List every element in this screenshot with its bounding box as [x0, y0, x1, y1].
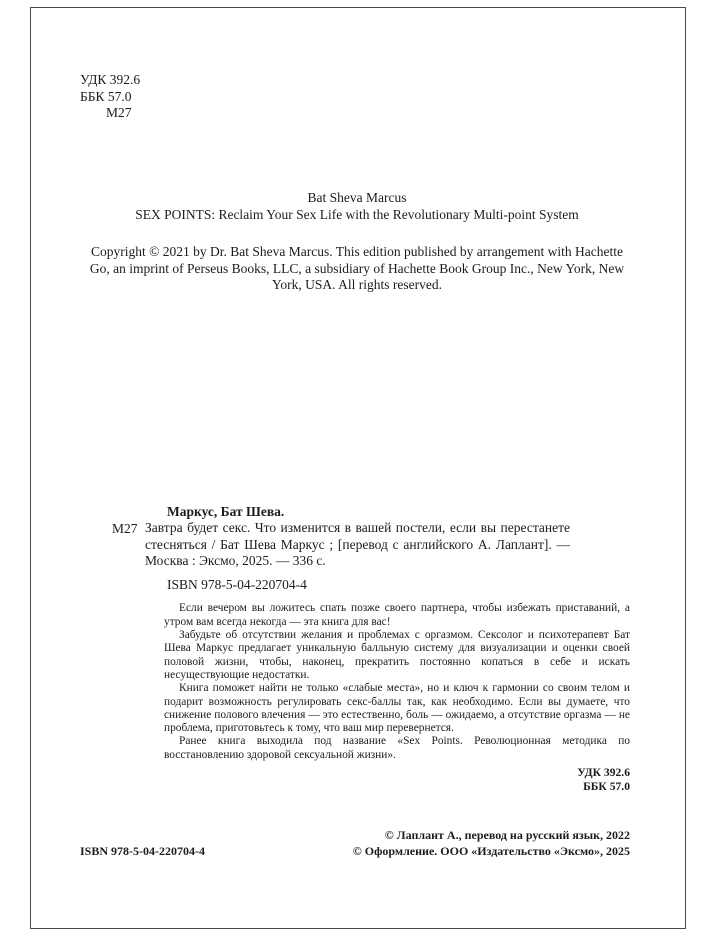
- annotation-paragraph: Забудьте об отсутствии желания и проблемах с оргазмом. Сексолог и психотерапевт Бат Шева Маркус предлагает уникальную балльную систему для визуализации и оценки своей половой жизни, чтобы, наконец, прекратить постоянно копаться в себе и искать несуществующие недостатки.: [164, 629, 630, 681]
- catalog-author-sign: М27: [112, 520, 138, 536]
- original-edition-block: [40, 190, 674, 223]
- footer-copyrights: [353, 828, 630, 859]
- original-title: SEX POINTS: Reclaim Your Sex Life with the Revolutionary Multi-point System: [135, 206, 579, 222]
- catalog-entry: [112, 504, 570, 569]
- bbk-code: ББК 57.0: [80, 88, 132, 104]
- annotation-block: [164, 602, 630, 762]
- footer-classification-codes: [145, 766, 630, 794]
- catalog-description: Завтра будет секс. Что изменится в вашей постели, если вы перестанете стесняться / Бат Шева Маркус ; [перевод с английского А. Лаплант]. — Москва : Эксмо, 2025. — 336 с.: [145, 520, 570, 568]
- author-sign-code: М27: [106, 105, 132, 120]
- catalog-isbn: ISBN 978-5-04-220704-4: [167, 577, 307, 593]
- catalog-and-annotation-section: [112, 504, 630, 794]
- footer-isbn: ISBN 978-5-04-220704-4: [80, 843, 205, 858]
- annotation-paragraph: Книга поможет найти не только «слабые места», но и ключ к гармонии со своим телом и подарит возможность регулировать секс-баллы так, как необходимо. Если вы думаете, что снижение полового влечения — это естественно, боль — ожидаемо, а отсутствие оргазма — не проблема, приготовьтесь к тому, что ваш мир перевернется.: [164, 682, 630, 735]
- bbk-code-bottom: ББК 57.0: [583, 780, 630, 794]
- copyright-translation: © Лаплант А., перевод на русский язык, 2022: [384, 828, 630, 842]
- header-classification-codes: [80, 72, 140, 122]
- annotation-paragraph: Если вечером вы ложитесь спать позже своего партнера, чтобы избежать приставаний, а утром вам всегда некогда — эта книга для вас!: [164, 602, 630, 628]
- original-copyright-notice: Copyright © 2021 by Dr. Bat Sheva Marcus. This edition published by arrangement with Hachette Go, an imprint of Perseus Books, LLC, a subsidiary of Hachette Book Group Inc., New York, New York, USA. All rights reserved.: [89, 244, 625, 292]
- annotation-paragraph: Ранее книга выходила под название «Sex Points. Революционная методика по восстановлению здоровой сексуальной жизни».: [164, 735, 630, 761]
- udk-code-bottom: УДК 392.6: [577, 766, 630, 780]
- imprint-footer: [80, 828, 630, 859]
- udk-code: УДК 392.6: [80, 72, 141, 87]
- original-author: Bat Sheva Marcus: [307, 190, 407, 205]
- catalog-author: Маркус, Бат Шева.: [167, 504, 285, 519]
- copyright-design: © Оформление. ООО «Издательство «Эксмо», 2025: [352, 843, 630, 858]
